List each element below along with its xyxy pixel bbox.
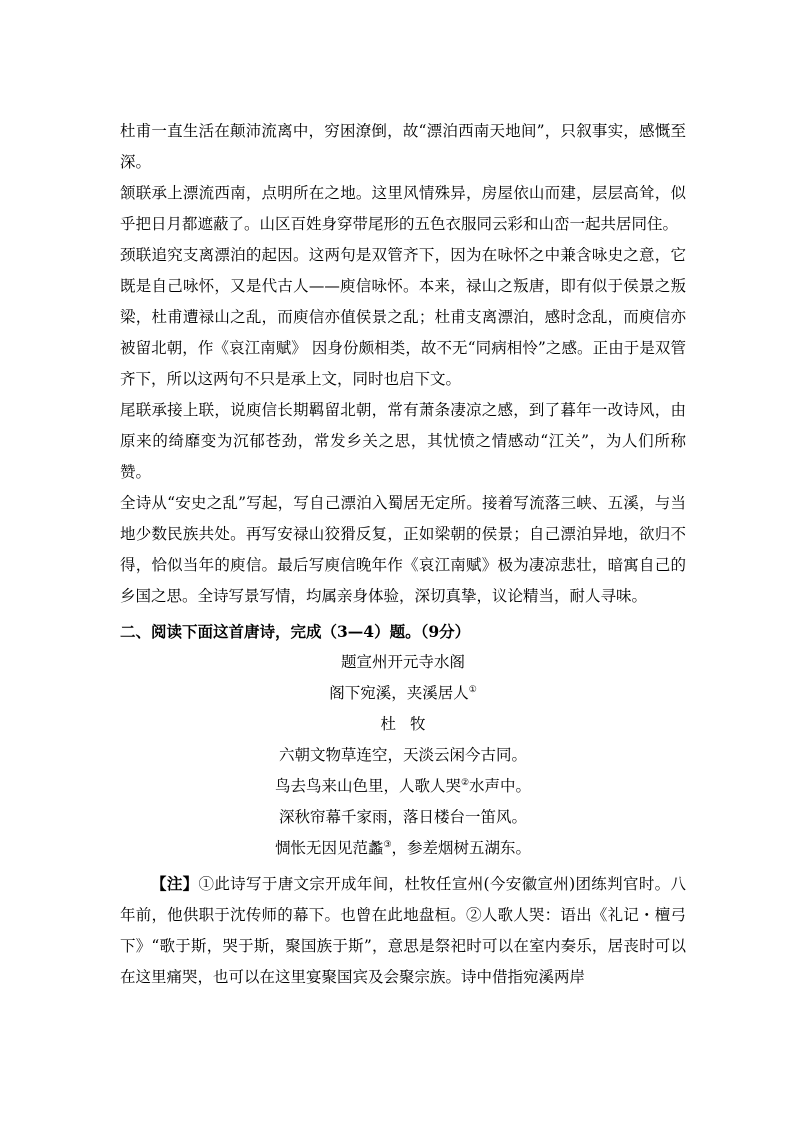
paragraph-4: 尾联承接上联，说庾信长期羁留北朝，常有萧条凄凉之感，到了暮年一改诗风，由原来的绮靡变为沉郁苍劲，常发乡关之思，其忧愤之情感动“江关”，为人们所称赞。 — [120, 401, 686, 481]
footnote-mark-1: ① — [468, 684, 477, 695]
paragraph-1: 杜甫一直生活在颠沛流离中，穷困潦倒，故“漂泊西南天地间”，只叙事实，感慨至深。 — [120, 122, 686, 171]
poem-subtitle — [120, 678, 686, 709]
footnote-mark-3: ③ — [383, 839, 392, 850]
poem-subtitle-text: 阁下宛溪，夹溪居人 — [329, 684, 469, 702]
footnote-mark-2: ② — [460, 777, 470, 788]
poem-line-text: ，参差烟树五湖东。 — [391, 839, 532, 857]
poem-note — [120, 868, 686, 993]
note-text: ①此诗写于唐文宗开成年间，杜牧任宣州(今安徽宣州)团练判官时。八年前，他供职于沈传师的幕下。也曾在此地盘桓。②人歌人哭：语出《礼记・檀弓下》“歌于斯，哭于斯，聚国族于斯”，意思是祭祀时可以在室内奏乐，居丧时可以在这里痛哭，也可以在这里宴聚国宾及会聚宗族。诗中借指宛溪两岸 — [120, 875, 686, 986]
note-label: 【注】 — [151, 874, 199, 893]
poem-line — [120, 833, 686, 864]
poem-line-text: 惆怅无因见范蠡 — [274, 839, 384, 857]
poem-title: 题宣州开元寺水阁 — [340, 653, 465, 671]
paragraph-3: 颈联追究支离漂泊的起因。这两句是双管齐下，因为在咏怀之中兼含咏史之意，它既是自己咏怀，又是代古人——庾信咏怀。本来，禄山之叛唐，即有似于侯景之叛梁，杜甫遭禄山之乱，而庾信亦值侯景之乱；杜甫支离漂泊，感时念乱，而庾信亦被留北朝，作《哀江南赋》 因身份颇相类，故不无“同病相怜”之感。正由于是双管齐下，所以这两句不只是承上文，同时也启下文。 — [120, 246, 686, 388]
poem-author: 杜牧 — [380, 715, 440, 733]
poem-line-text: 水声中。 — [469, 777, 532, 795]
poem-line — [120, 771, 686, 802]
section-title: 二、阅读下面这首唐诗，完成（3—4）题。（9分） — [120, 622, 471, 641]
poem-line-text: 深秋帘幕千家雨，落日楼台一笛风。 — [278, 808, 527, 826]
poem-line-text: 六朝文物草连空，天淡云闲今古同。 — [278, 746, 527, 764]
poem-line-text: 鸟去鸟来山色里，人歌人哭 — [274, 777, 461, 795]
poem-line — [120, 802, 686, 833]
poem-line — [120, 740, 686, 771]
paragraph-2: 颔联承上漂流西南，点明所在之地。这里风情殊异，房屋依山而建，层层高耸，似乎把日月都遮蔽了。山区百姓身穿带尾形的五色衣服同云彩和山峦一起共居同住。 — [120, 184, 686, 233]
document-page — [120, 116, 686, 993]
paragraph-5: 全诗从“安史之乱”写起，写自己漂泊入蜀居无定所。接着写流落三峡、五溪，与当地少数民族共处。再写安禄山狡猾反复，正如梁朝的侯景；自己漂泊异地，欲归不得，恰似当年的庾信。最后写庾信晚年作《哀江南赋》极为凄凉悲壮，暗寓自己的乡国之思。全诗写景写情，均属亲身体验，深切真挚，议论精当，耐人寻味。 — [120, 494, 686, 605]
